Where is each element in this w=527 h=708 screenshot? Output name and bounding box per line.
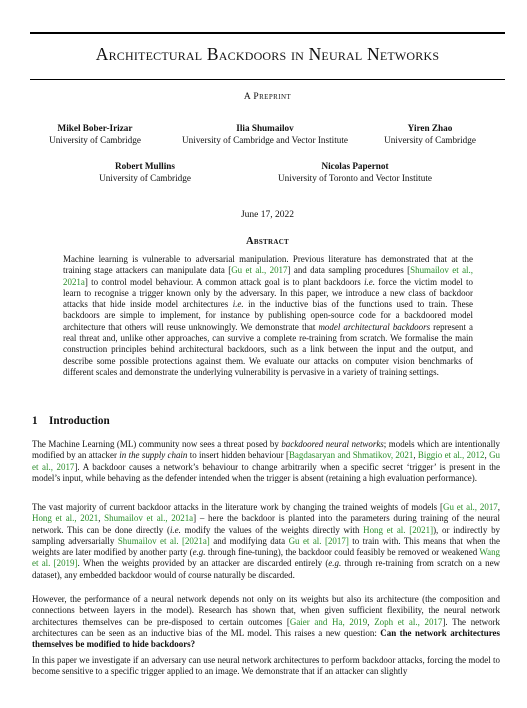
- preprint-label: A Preprint: [243, 92, 292, 102]
- paper-title: Architectural Backdoors in Neural Networks: [95, 44, 440, 64]
- author-block: [90, 161, 200, 184]
- author-block: [172, 123, 358, 146]
- intro-paragraph-4: [32, 655, 500, 678]
- paragraph-text: modify the values of the weights directly with: [180, 524, 364, 535]
- citation-link[interactable]: Biggio et al., 2012: [417, 450, 485, 461]
- title-top-rule: [30, 32, 505, 34]
- paragraph-text: through fine-tuning), the backdoor could feasibly be removed or weakened: [205, 547, 480, 558]
- abstract-text: Machine learning is vulnerable to adversarial manipulation. Previous literature has demonstrated that at the training stage attackers can manipulate data [: [63, 254, 473, 276]
- author-name: Robert Mullins: [115, 161, 175, 171]
- paragraph-text: through re-training from scratch on a new dataset), any embedded backdoor would of course naturally be discarded.: [32, 558, 500, 580]
- section-number: 1: [32, 415, 38, 427]
- paragraph-text: ]. A backdoor causes a network’s behaviour to change arbitrarily when a specific secret ‘trigger’ is present in the model’s input, while behaving as the defender intended when the trigger is absent (retaining a high evaluation performance).: [32, 461, 500, 483]
- author-affiliation: University of Cambridge: [384, 134, 476, 145]
- section-title: Introduction: [49, 415, 110, 427]
- author-block: [375, 123, 485, 146]
- intro-paragraph-2: [32, 502, 500, 581]
- paragraph-text: ), or indirectly by sampling adversarially: [32, 524, 501, 546]
- paragraph-text: However, the performance of a neural network depends not only on its weights but also its architecture (the composition and connections between layers in the model). Research has shown that, when given sufficient flexibility, the neural network architectures themselves can be pre-disposed to certain outcomes [: [32, 594, 500, 627]
- abstract-heading: Abstract: [245, 236, 290, 247]
- author-block: [262, 161, 448, 184]
- citation-link[interactable]: Hong et al., 2021: [32, 513, 99, 524]
- citation-link[interactable]: Bagdasaryan and Shmatikov, 2021: [288, 450, 414, 461]
- paragraph-text: . When the weights provided by an attacker are discarded entirely (: [77, 558, 329, 569]
- author-affiliation: University of Cambridge: [99, 172, 191, 183]
- citation-link[interactable]: Zoph et al., 2017: [374, 616, 443, 627]
- citation-link[interactable]: Gu et al., 2017: [32, 450, 501, 472]
- citation-link[interactable]: Wang et al. [2019]: [32, 547, 501, 569]
- paragraph-text: In this paper we investigate if an adversary can use neural network architectures to perform backdoor attacks, forcing the model to become sensitive to a specific trigger applied to an image. We demonstrate that if an attacker can slightly: [32, 655, 500, 677]
- paragraph-text: ,: [497, 502, 501, 512]
- abstract-emphasis: model architectural backdoors: [318, 321, 431, 332]
- citation-link[interactable]: Gu et al. [2017]: [288, 535, 349, 546]
- paragraph-text: to insert hidden behaviour [: [187, 450, 289, 461]
- citation-link[interactable]: Shumailov et al., 2021a: [63, 265, 473, 287]
- abstract-text: ] to control model behaviour. A common attack goal is to plant backdoors: [84, 276, 365, 287]
- paragraph-text: to train with. This means that when the weights are later modified by another party (: [32, 535, 500, 558]
- paragraph-text: ] – here the backdoor is planted into the parameters during training of the neural network. This can be done directly (: [32, 513, 500, 535]
- paragraph-emphasis: backdoored neural networks: [281, 439, 384, 449]
- citation-link[interactable]: Gu et al., 2017: [231, 265, 288, 276]
- author-name: Nicolas Papernot: [321, 161, 389, 171]
- paragraph-text: ,: [484, 450, 490, 461]
- intro-paragraph-1: [32, 439, 500, 484]
- author-affiliation: University of Toronto and Vector Institute: [278, 172, 432, 183]
- abstract-emphasis: i.e.: [364, 276, 375, 287]
- paragraph-emphasis: e.g.: [192, 547, 206, 558]
- author-name: Mikel Bober-Irizar: [57, 123, 133, 133]
- paragraph-text: ,: [413, 450, 418, 461]
- abstract-text: force the victim model to learn to recognise a trigger known only by the adversary. In this paper, we introduce a new class of backdoor attacks that hide inside model architectures: [63, 276, 473, 310]
- abstract-text: ] and data sampling procedures [: [287, 265, 411, 276]
- research-question: Can the network architectures themselves be modified to hide backdoors?: [32, 627, 500, 650]
- paragraph-text: The vast majority of current backdoor attacks in the literature work by changing the trained weights of models [: [32, 502, 443, 512]
- paper-date: June 17, 2022: [240, 210, 295, 220]
- citation-link[interactable]: Gaier and Ha, 2019: [289, 616, 368, 627]
- paragraph-text: ,: [367, 616, 375, 627]
- author-name: Ilia Shumailov: [236, 123, 294, 133]
- intro-paragraph-3: [32, 594, 500, 650]
- citation-link[interactable]: Gu et al., 2017: [443, 502, 498, 512]
- citation-link[interactable]: Shumailov et al., 2021a: [104, 513, 194, 524]
- section-heading: [32, 415, 110, 427]
- title-bottom-rule: [30, 79, 505, 80]
- paragraph-emphasis: i.e.: [169, 524, 181, 535]
- author-name: Yiren Zhao: [407, 123, 453, 133]
- paragraph-text: ]. The network architectures can be seen as an inductive bias of the ML model. This raises a new question:: [32, 616, 500, 638]
- paragraph-text: The Machine Learning (ML) community now sees a threat posed by: [32, 439, 282, 449]
- paragraph-text: ,: [98, 513, 105, 524]
- author-block: [40, 123, 150, 146]
- abstract-text: represent a real threat and, unlike other approaches, can survive a complete re-training from scratch. We formalise the main construction principles behind architectural backdoors, such as a link between the input and the output, and describe some possible protections against them. We evaluate our attacks on computer vision benchmarks of different scales and demonstrate the underlying vulnerability is pervasive in a variety of training settings.: [63, 321, 473, 377]
- abstract-body: [63, 254, 473, 378]
- abstract-emphasis: i.e.: [232, 299, 244, 310]
- paragraph-text: and modifying data: [209, 535, 289, 546]
- author-affiliation: University of Cambridge: [49, 134, 141, 145]
- citation-link[interactable]: Hong et al. [2021]: [363, 524, 434, 535]
- author-affiliation: University of Cambridge and Vector Institute: [182, 134, 348, 145]
- paragraph-emphasis: e.g.: [328, 558, 342, 569]
- abstract-text: in the inductive bias of the functions used to train. These backdoors are simple to implement, for instance by publishing open-source code for a backdoored model architecture that others will reuse unknowingly. We demonstrate that: [63, 299, 473, 332]
- paragraph-emphasis: in the supply chain: [119, 450, 188, 461]
- paragraph-text: ; models which are intentionally modified by an attacker: [32, 439, 501, 461]
- citation-link[interactable]: Shumailov et al. [2021a]: [117, 535, 210, 546]
